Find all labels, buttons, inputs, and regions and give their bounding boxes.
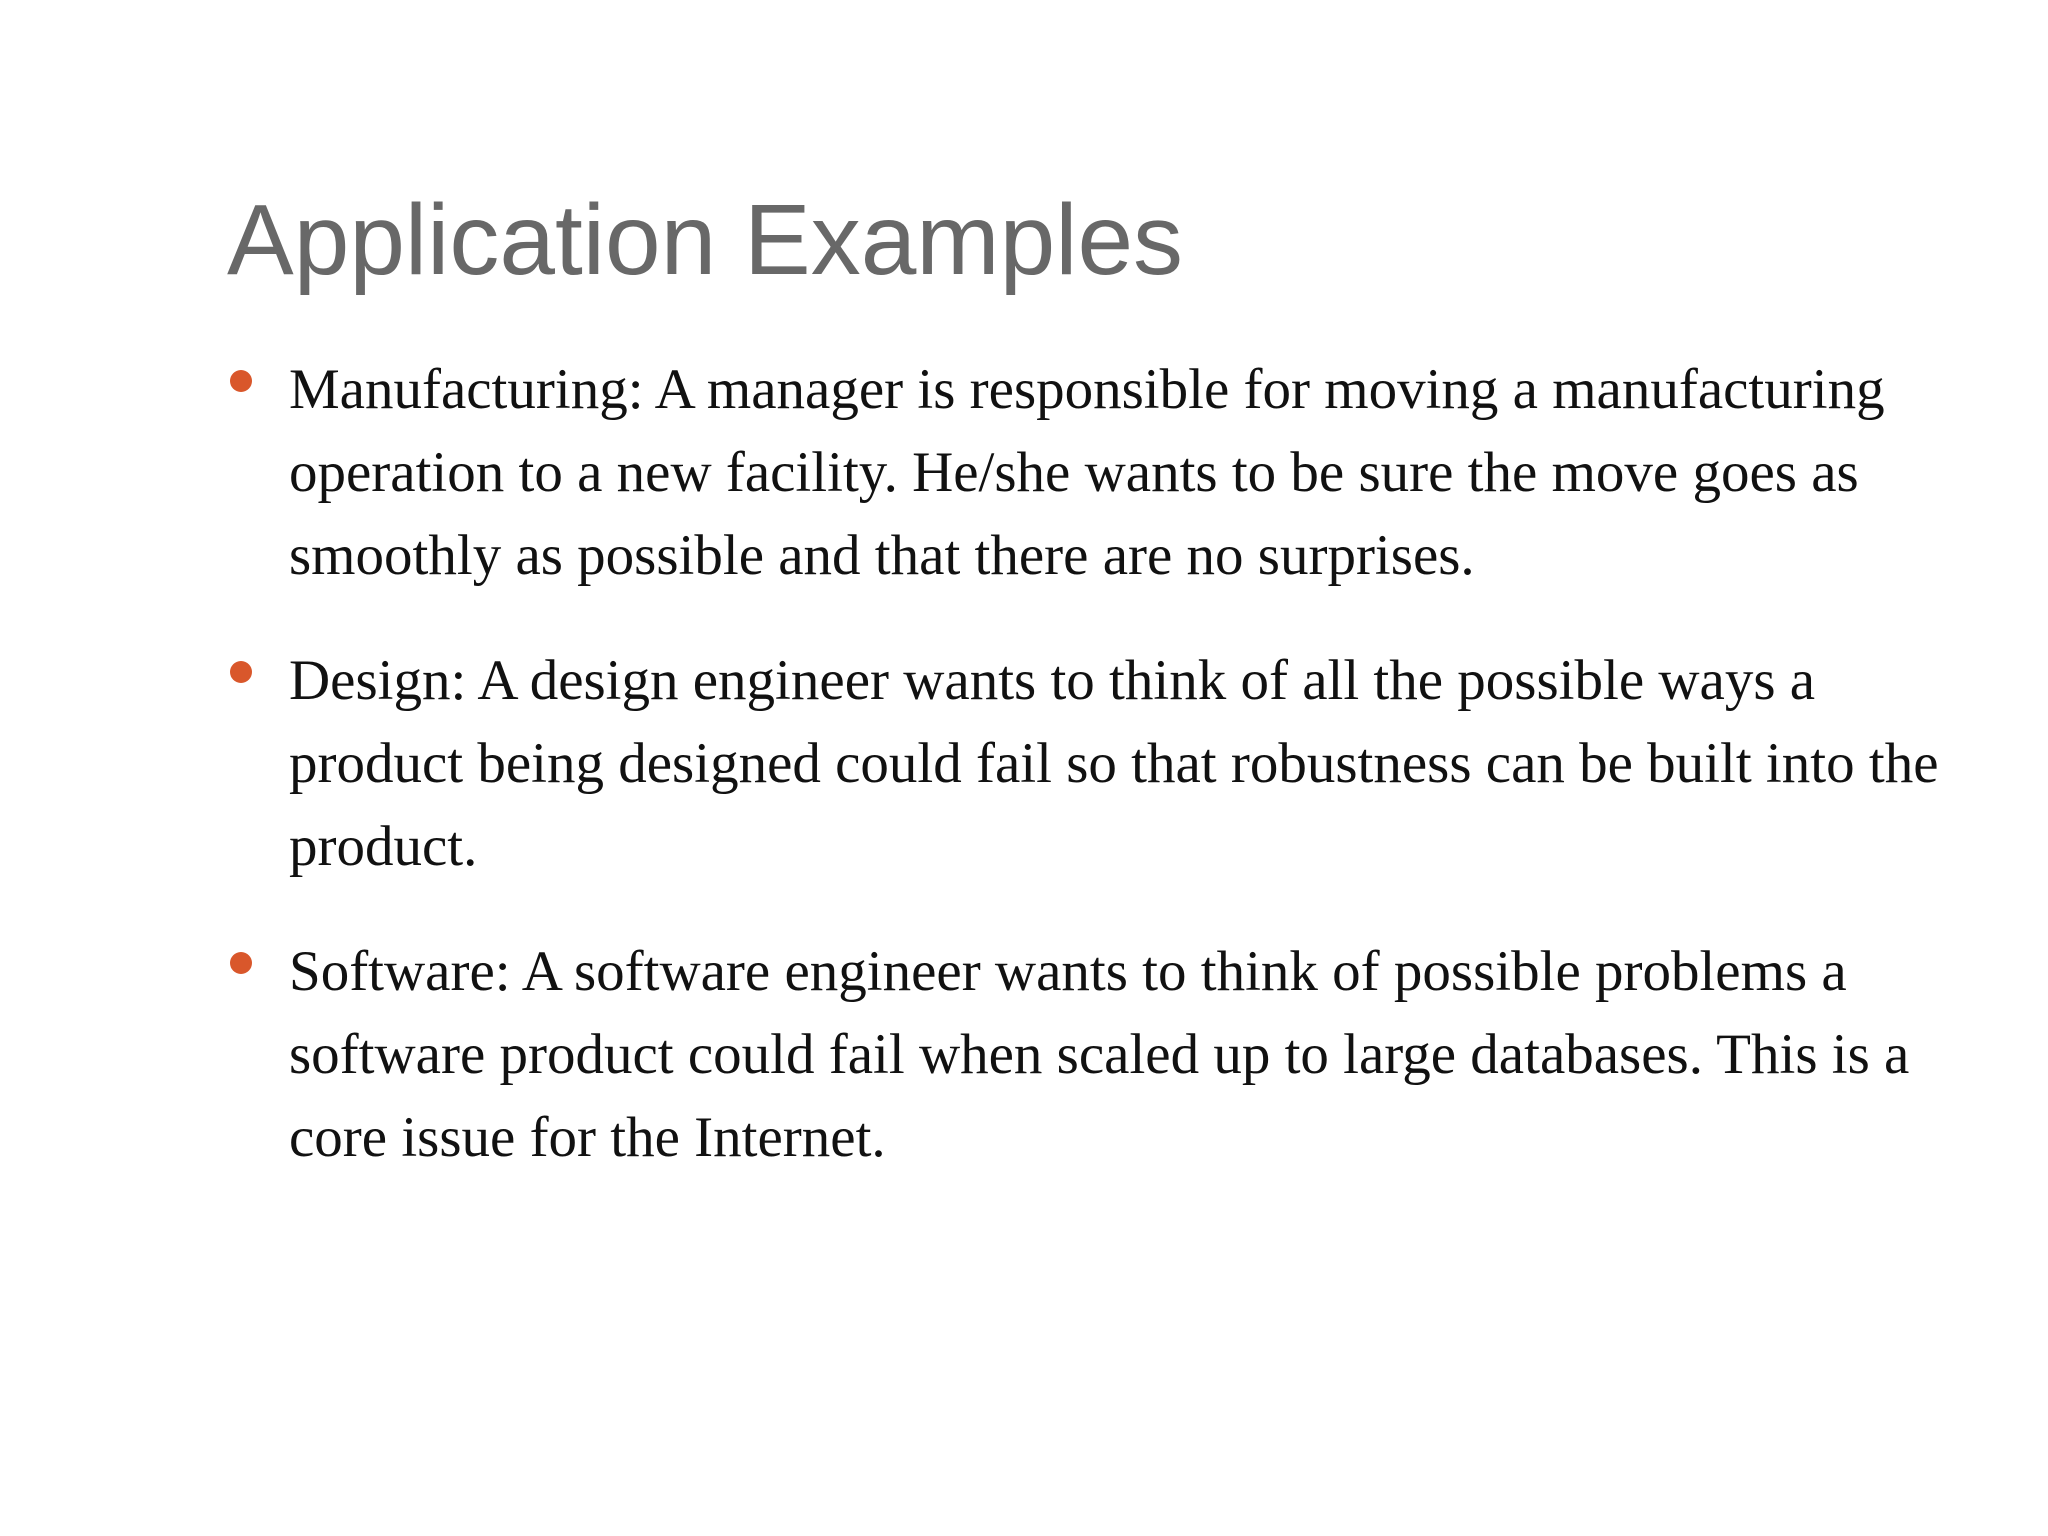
bullet-dot-icon [230, 952, 252, 974]
bullet-item-design [0, 639, 1949, 888]
bullet-dot-icon [230, 370, 252, 392]
bullet-dot-icon [230, 661, 252, 683]
bullet-text: Software: A software engineer wants to think of possible problems a software product could fail when scaled up to large databases. This is a core issue for the Internet. [289, 940, 1910, 1169]
bullet-text: Manufacturing: A manager is responsible for moving a manufacturing operation to a new facility. He/she wants to be sure the move goes as smoothly as possible and that there are no surprises. [289, 358, 1885, 587]
bullet-item-manufacturing [0, 348, 1949, 597]
slide-title: Application Examples [227, 184, 1184, 296]
bullet-item-software [0, 930, 1949, 1179]
bullet-text: Design: A design engineer wants to think of all the possible ways a product being designed could fail so that robustness can be built into the product. [289, 649, 1939, 878]
bullet-list [0, 348, 2048, 1221]
